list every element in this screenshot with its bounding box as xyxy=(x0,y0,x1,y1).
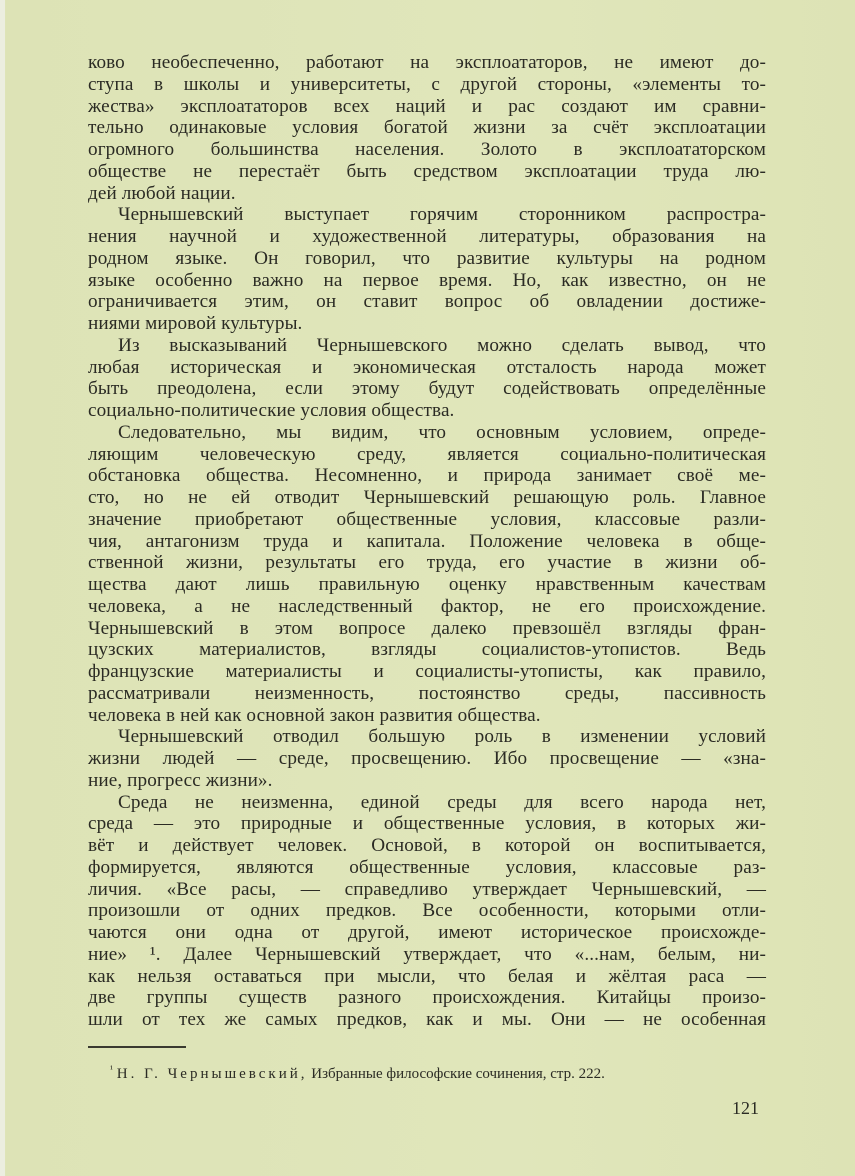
text-line: как нельзя оставаться при мысли, что белая и жёлтая раса — xyxy=(88,965,766,987)
text-line: вёт и действует человек. Основой, в которой он воспитывается, xyxy=(88,835,766,856)
footnote xyxy=(110,1064,770,1083)
paragraph xyxy=(88,335,766,422)
text-line: Чернышевский отводил большую роль в изменении условий xyxy=(118,726,766,748)
text-line: Среда не неизменна, единой среды для всего народа нет, xyxy=(118,791,766,813)
text-line: Чернышевский в этом вопросе далеко превзошёл взгляды фран- xyxy=(88,617,766,639)
text-line: тельно одинаковые условия богатой жизни за счёт эксплоатации xyxy=(88,117,766,139)
paragraph xyxy=(88,204,766,335)
text-line: Чернышевский выступает горячим сторонником распростра- xyxy=(118,204,766,226)
text-line: личия. «Все расы, — справедливо утверждает Чернышевский, — xyxy=(88,878,766,900)
text-line: значение приобретают общественные условия, классовые разли- xyxy=(88,508,766,530)
text-line: ково необеспеченно, работают на эксплоататоров, не имеют до- xyxy=(88,52,766,73)
text-line: огромного большинства населения. Золото в эксплоататорском xyxy=(88,139,766,160)
text-line: обществе не перестаёт быть средством эксплоатации труда лю- xyxy=(88,160,766,182)
text-line: ляющим человеческую среду, является социально-политическая xyxy=(88,443,766,465)
text-line: нения научной и художественной литературы, образования на xyxy=(88,226,766,247)
text-line: чия, антагонизм труда и капитала. Положение человека в обще- xyxy=(88,530,766,552)
text-line: ние, прогресс жизни». xyxy=(88,769,273,791)
text-line: формируется, являются общественные условия, классовые раз- xyxy=(88,856,766,878)
text-line: Следовательно, мы видим, что основным условием, опреде- xyxy=(118,421,766,443)
paragraph xyxy=(88,52,766,204)
text-line: родном языке. Он говорил, что развитие культуры на родном xyxy=(88,247,766,269)
paragraph xyxy=(88,726,766,791)
footnote-source: Избранные философские сочинения, стр. 222. xyxy=(307,1066,605,1082)
text-line: среда — это природные и общественные условия, в которых жи- xyxy=(88,813,766,835)
text-line: две группы существ разного происхождения. Китайцы произо- xyxy=(88,987,766,1009)
text-line: ограничивается этим, он ставит вопрос об овладении достиже- xyxy=(88,291,766,313)
text-line: щества дают лишь правильную оценку нравственным качествам xyxy=(88,574,766,595)
text-line: ние» ¹. Далее Чернышевский утверждает, что «...нам, белым, ни- xyxy=(88,943,766,965)
text-line: ступа в школы и университеты, с другой стороны, «элементы то- xyxy=(88,73,766,95)
text-line: человека в ней как основной закон развития общества. xyxy=(88,704,541,726)
text-line: произошли от одних предков. Все особенности, которыми отли- xyxy=(88,900,766,922)
text-line: рассматривали неизменность, постоянство среды, пассивность xyxy=(88,682,766,704)
text-line: ниями мировой культуры. xyxy=(88,313,303,334)
text-line: дей любой нации. xyxy=(88,182,236,204)
footnote-author: Н. Г. Чернышевский, xyxy=(116,1066,308,1082)
text-line: ственной жизни, результаты его труда, его участие в жизни об- xyxy=(88,552,766,574)
text-line: любая историческая и экономическая отсталость народа может xyxy=(88,356,766,378)
text-line: человека, а не наследственный фактор, не его происхождение. xyxy=(88,595,766,617)
text-line: шли от тех же самых предков, как и мы. Они — не особенная xyxy=(88,1009,766,1030)
text-line: сто, но не ей отводит Чернышевский решающую роль. Главное xyxy=(88,487,766,508)
text-line: французские материалисты и социалисты-утописты, как правило, xyxy=(88,661,766,682)
text-line: чаются они одна от другой, имеют историческое происхожде- xyxy=(88,922,766,943)
text-line: цузских материалистов, взгляды социалистов-утопистов. Ведь xyxy=(88,639,766,661)
body-text xyxy=(88,52,766,1031)
text-line: Из высказываний Чернышевского можно сделать вывод, что xyxy=(118,334,766,356)
footnote-marker: ¹ xyxy=(110,1064,113,1075)
text-line: жизни людей — среде, просвещению. Ибо просвещение — «зна- xyxy=(88,748,766,769)
text-line: языке особенно важно на первое время. Но, как известно, он не xyxy=(88,269,766,291)
paragraph xyxy=(88,792,766,1031)
text-line: жества» эксплоататоров всех наций и рас создают им сравни- xyxy=(88,95,766,117)
text-line: обстановка общества. Несомненно, и природа занимает своё ме- xyxy=(88,465,766,487)
text-line: социально-политические условия общества. xyxy=(88,400,455,421)
page-edge xyxy=(0,0,5,1176)
footnote-rule xyxy=(88,1046,186,1048)
text-line: быть преодолена, если этому будут содействовать определённые xyxy=(88,378,766,400)
paragraph xyxy=(88,422,766,727)
page-number: 121 xyxy=(732,1098,759,1118)
